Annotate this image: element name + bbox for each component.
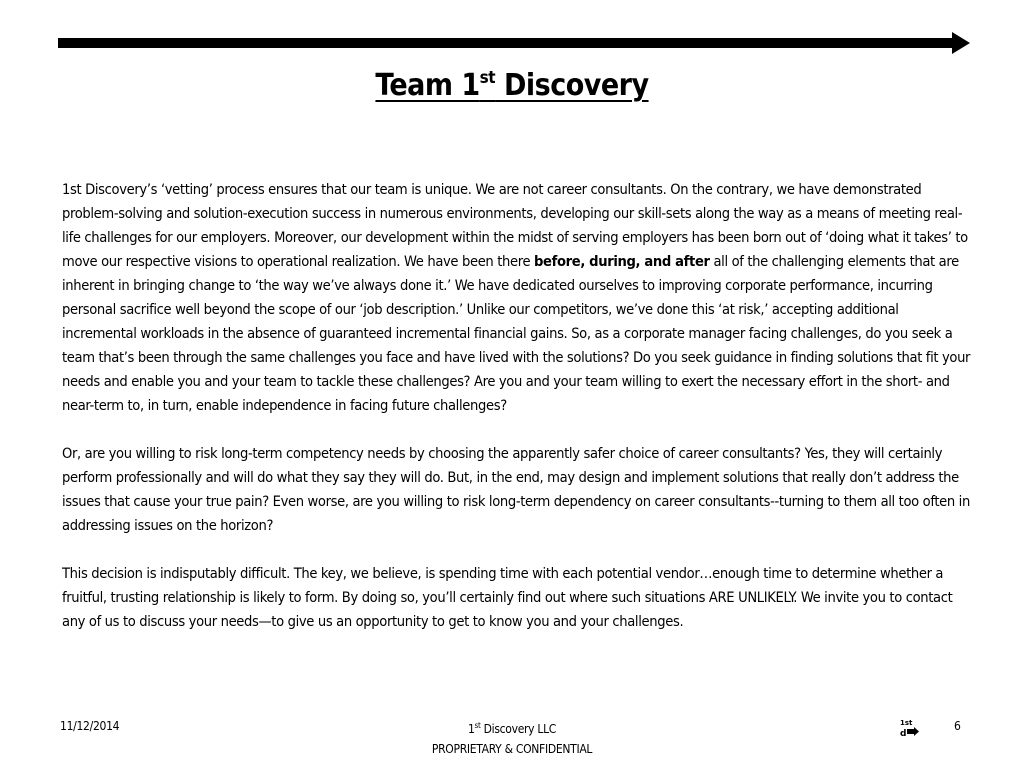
footer-center — [0, 719, 1024, 759]
paragraph-1-bold: before, during, and after — [534, 253, 710, 270]
body-content — [62, 178, 974, 658]
title-main: Team 1 — [375, 68, 480, 103]
slide-title — [0, 68, 1024, 103]
page-number: 6 — [954, 719, 961, 733]
footer-company-sup: st — [474, 721, 481, 730]
footer-company — [0, 719, 1024, 739]
footer-company-num: 1 — [467, 722, 475, 736]
paragraph-1-end: all of the challenging elements that are inherent in bringing change to ‘the way we’ve always done it.’ We have dedicated ourselves to improving corporate performance, incurring personal sacrifice well beyond the scope of our ‘job description.’ Unlike our competitors, we’ve done this ‘at risk,’ accepting additional incremental workloads in the absence of guaranteed incremental financial gains. So, as a corporate manager facing challenges, do you seek a team that’s been through the same challenges you face and have lived with the solutions? Do you seek guidance in finding solutions that fit your needs and enable you and your team to tackle these challenges? Are you and your team willing to exert the necessary effort in the short- and near-term to, in turn, enable independence in facing future challenges? — [62, 253, 971, 414]
footer-date: 11/12/2014 — [60, 719, 120, 733]
paragraph-3: This decision is indisputably difficult. The key, we believe, is spending time with each potential vendor…enough time to determine whether a fruitful, trusting relationship is likely to form. By doing so, you’ll certainly find out where such situations ARE UNLIKELY. We invite you to contact any of us to discuss your needs—to give us an opportunity to get to know you and your challenges. — [62, 565, 953, 630]
svg-text:d: d — [900, 729, 907, 738]
header-arrow-bar — [58, 30, 970, 56]
paragraph-2: Or, are you willing to risk long-term competency needs by choosing the apparently safer choice of career consultants? Yes, they will certainly perform professionally and will do what they say they will do. But, in the end, may design and implement solutions that really don’t address the issues that cause your true pain? Even worse, are you willing to risk long-term dependency on career consultants--turning to them all too often in addressing issues on the horizon? — [62, 445, 970, 534]
paragraph-1-start: 1st Discovery’s ‘vetting’ process ensures that our team is unique. We are not career consultants. On the contrary, we have demonstrated problem-solving and solution-execution success in numerous environments, developing our skill-sets along the way as a means of meeting real-life challenges for our employers. Moreover, our development within the midst of serving employers has been born out of ‘doing what it takes’ to move our respective visions to operational realization. We have been there — [62, 181, 968, 270]
title-superscript: st — [479, 68, 496, 88]
footer-confidential: PROPRIETARY & CONFIDENTIAL — [431, 742, 593, 756]
footer-company-name: Discovery LLC — [480, 722, 557, 736]
paragraph-1 — [62, 178, 974, 418]
title-rest: Discovery — [495, 68, 649, 103]
1st-discovery-logo-icon — [898, 718, 920, 738]
svg-text:1st: 1st — [900, 719, 913, 727]
